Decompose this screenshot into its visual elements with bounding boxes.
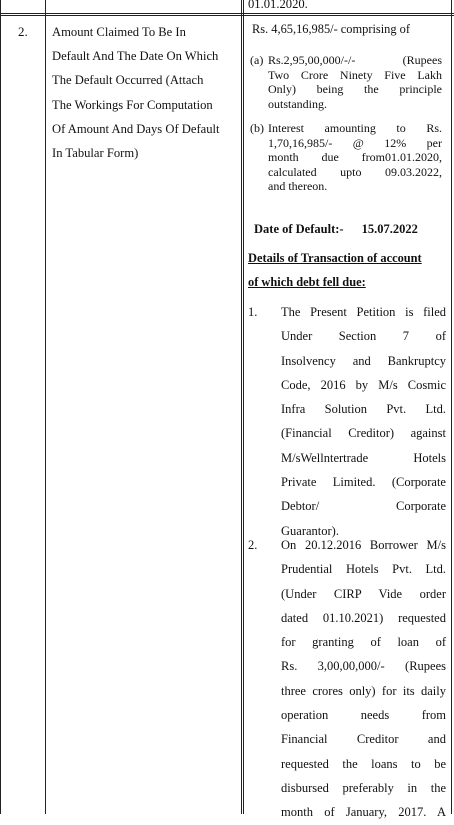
component-label: (b) [250,121,264,135]
column-divider-2-double [243,0,244,814]
paragraph-line: operation needs from [281,708,446,723]
component-line: Only) being the principle [268,82,442,97]
particular-line: Amount Claimed To Be In [52,25,186,39]
details-heading-line: Details of Transaction of account [248,251,422,265]
paragraph-line: requested the loans to be [281,756,446,771]
component-line: Two Crore Ninety Five Lakh [268,67,442,82]
paragraph-line: On 20.12.2016 Borrower M/s [281,538,446,552]
paragraph-line: (Under CIRP Vide order [281,586,446,601]
component-line: Interest amounting to Rs. [268,121,442,135]
paragraph-line: dated 01.10.2021) requested [281,610,446,625]
paragraph-line: M/sWellntertrade Hotels [281,450,446,465]
paragraph-line: Insolvency and Bankruptcy [281,353,446,368]
particular-line: Default And The Date On Which [52,49,219,64]
component-a [250,53,442,111]
paragraph-line: month of January, 2017. A [281,805,446,820]
component-label: (a) [250,53,264,67]
component-b [250,121,442,194]
paragraph-line: Financial Creditor and [281,732,446,747]
paragraph-line: Rs. 3,00,00,000/- (Rupees [281,659,446,674]
component-line: and thereon. [268,179,328,194]
component-line: month due from01.01.2020, [268,150,442,165]
column-divider-1 [45,0,46,814]
default-date [254,222,418,237]
paragraph-line: (Financial Creditor) against [281,426,446,441]
component-line: 1,70,16,985/- @ 12% per [268,135,442,150]
component-line: Rs.2,95,00,000/-/- (Rupees [268,53,442,67]
particular-line: In Tabular Form) [52,146,139,161]
serial-number: 2. [18,24,28,39]
component-line: calculated upto 09.03.2022, [268,164,442,179]
paragraph-1 [248,300,446,543]
paragraph-number: 1. [248,305,258,319]
paragraph-line: The Present Petition is filed [281,305,446,319]
particular-text [52,20,238,165]
paragraph-line: Prudential Hotels Pvt. Ltd. [281,562,446,577]
column-divider-2 [241,0,242,814]
details-heading-line: of which debt fell due: [248,275,366,289]
claim-intro: Rs. 4,65,16,985/- comprising of [252,22,410,36]
row-divider-double [0,15,454,16]
component-line: outstanding. [268,96,327,111]
table-border-left [0,0,1,814]
table-border-right [451,0,452,814]
particular-line: The Default Occurred (Attach [52,73,204,88]
particular-line: Of Amount And Days Of Default [52,121,220,136]
paragraph-line: for granting of loan of [281,635,446,650]
paragraph-2 [248,533,446,825]
particular-line: The Workings For Computation [52,97,213,112]
paragraph-line: Code, 2016 by M/s Cosmic [281,377,446,392]
paragraph-line: Debtor/ Corporate [281,499,446,514]
row-divider [0,13,454,14]
paragraph-line: Infra Solution Pvt. Ltd. [281,402,446,417]
paragraph-line: disbursed preferably in the [281,780,446,795]
paragraph-line: Under Section 7 of [281,329,446,344]
default-date-label: Date of Default:- [254,222,344,236]
default-date-value: 15.07.2022 [361,222,418,236]
previous-row-date: 01.01.2020. [248,0,308,11]
paragraph-line: Private Limited. (Corporate [281,475,446,490]
details-heading [248,246,444,294]
paragraph-line: three crores only) for its daily [281,683,446,698]
paragraph-number: 2. [248,538,258,552]
paragraph-line: Guarantor). [281,523,339,538]
